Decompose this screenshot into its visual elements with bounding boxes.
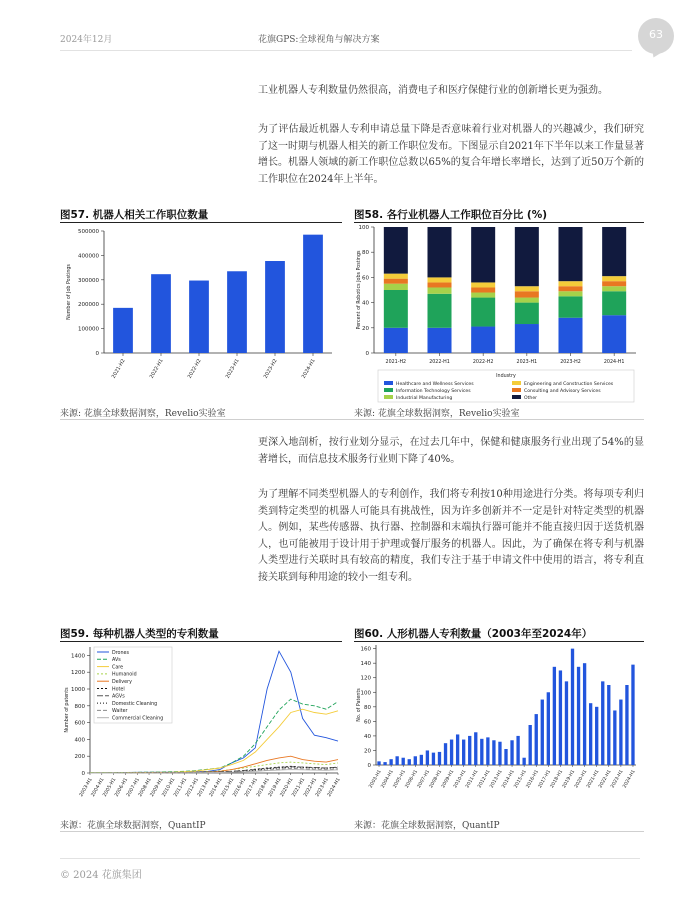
fig60-bar-2023-H2 [625,685,628,765]
fig60-ytick-label-4: 80 [364,704,371,711]
fig58-xtick-label-5: 2024-H1 [603,360,625,365]
fig59-xtick-label-11: 2014-H1 [209,777,224,798]
fig60-bar-2011-H2 [480,739,483,765]
fig58-bar-2022-H2-seg-1 [471,298,495,327]
paragraph-3: 更深入地剖析，按行业划分显示，在过去几年中，保健和健康服务行业出现了54%的显著增长，而信息技术服务行业则下降了40%。 [258,437,644,465]
fig60-source: 来源：花旗全球数据洞察，QuantIP [354,821,500,831]
fig58-bar-2022-H1-seg-3 [427,282,451,287]
fig60-bar-2021-H2 [601,681,604,765]
fig60-ytick-label-2: 40 [364,733,371,740]
fig58-bar-2023-H1-seg-4 [515,286,539,291]
fig60-xtick-label-8: 2011-H1 [465,769,480,790]
fig60-bar-2009-H2 [456,734,459,765]
fig60-bar-2009-H1 [450,740,453,765]
fig60-bar-2015-H2 [529,725,532,765]
fig58-bar-2023-H1-seg-3 [515,291,539,297]
fig59-xtick-label-9: 2012-H1 [185,777,201,798]
fig60-bar-2007-H1 [426,750,429,765]
fig60-xtick-label-17: 2020-H1 [574,769,589,790]
fig58-xtick-label-2: 2022-H2 [472,360,494,365]
fig60-title-rule [354,641,644,642]
fig60-xtick-label-0: 2003-H1 [368,769,383,790]
fig58-bar-2024-H1-seg-2 [602,286,626,291]
fig57-title-rule [60,222,342,223]
fig58-ytick-label-5: 100 [358,225,369,231]
fig57-xtick-label-2: 2022-H2 [186,358,203,380]
fig59-xtick-label-16: 2019-H1 [268,777,283,798]
fig59-legend-label-1: AVs [112,658,121,664]
fig57-ytick-label-0: 0 [95,351,99,357]
fig58-bar-2021-H2-seg-2 [384,284,408,290]
fig57-chart [60,225,342,403]
fig59-title-rule [60,641,342,642]
fig59-legend-label-0: Drones [112,650,129,656]
footer-divider [60,858,640,859]
footer-copyright: © 2024 花旗集团 [60,870,142,881]
page-number: 63 [649,28,663,41]
fig59-xtick-label-10: 2013-H1 [197,777,212,798]
fig58-bar-2021-H2-seg-0 [384,328,408,353]
fig60-bar-2013-H1 [498,742,501,765]
fig59-xtick-label-4: 2007-H1 [126,777,141,798]
fig57-xtick-label-3: 2023-H1 [224,358,241,380]
fig60-title: 图60. 人形机器人专利数量（2003年至2024年） [354,628,593,640]
fig60-ylabel: No. of Patents [357,688,362,722]
source-divider [60,419,644,420]
fig60-bar-2021-H1 [595,707,598,765]
fig60-xtick-label-16: 2019-H1 [562,769,577,790]
fig59-legend-box [94,647,172,723]
fig59-xtick-label-13: 2016-H1 [232,777,248,798]
fig60-xtick-label-11: 2014-H1 [501,769,516,790]
fig58-xtick-label-0: 2021-H2 [385,360,407,365]
fig60-bar-2007-H2 [432,753,435,765]
fig58-bar-2023-H1-seg-2 [515,298,539,303]
fig60-xtick-label-1: 2004-H1 [380,769,395,790]
fig57-bar-2022-H1 [151,274,171,353]
fig60-bar-2016-H1 [535,714,538,765]
fig58-title-rule [354,222,644,223]
fig60-ytick-label-5: 100 [360,690,371,697]
fig60-chart [354,643,644,813]
fig57-source: 来源: 花旗全球数据洞察，Revelio实验室 [60,409,226,419]
header-divider [60,50,632,51]
fig58-ytick-label-2: 40 [362,300,369,307]
fig57-title: 图57. 机器人相关工作职位数量 [60,209,209,221]
fig58-chart [354,225,644,403]
fig59-xtick-label-18: 2021-H1 [291,777,307,798]
fig60-xtick-label-18: 2021-H1 [586,769,601,790]
fig57-xtick-label-4: 2023-H2 [262,358,279,380]
fig60-xtick-label-4: 2007-H1 [416,769,432,790]
fig60-xtick-label-9: 2012-H1 [477,769,492,790]
fig60-bar-2017-H1 [547,692,550,765]
fig58-xtick-label-3: 2023-H1 [516,360,538,365]
fig58-bar-2022-H1-seg-2 [427,287,451,293]
fig60-bar-2006-H1 [414,756,417,765]
fig58-legend-swatch-2 [384,388,393,392]
fig60-bar-2018-H1 [559,670,562,765]
fig58-legend-label-5: Other [524,396,538,401]
fig59-ytick-label-7: 1400 [71,653,85,660]
fig58-bar-2023-H2-seg-4 [558,281,582,286]
fig58-bar-2023-H2-seg-0 [558,318,582,353]
fig59-xtick-label-3: 2006-H1 [114,777,130,798]
paragraph-2: 为了评估最近机器人专利申请总量下降是否意味着行业对机器人的兴趣减少，我们研究了这一时期与机器人相关的新工作职位发布。下图显示自2021年下半年以来工作量显著增长。机器人领域的新工作职位总数以65%的复合年增长率增长，达到了近50万个新的工作职位在2024年上半年。 [258,124,644,185]
fig60-bar-2019-H1 [571,649,574,765]
fig58-bar-2022-H2-seg-3 [471,287,495,292]
fig60-ytick-label-0: 0 [367,763,371,769]
fig59-ytick-label-0: 0 [81,771,85,777]
fig58-xtick-label-4: 2023-H2 [560,360,581,365]
fig59-xtick-label-5: 2008-H1 [138,777,153,798]
fig60-bar-2023-H1 [619,700,622,765]
fig58-bar-2022-H1-seg-5 [427,227,451,277]
fig58-legend-label-2: Information Technology Services [396,389,471,394]
fig57-bar-2021-H2 [113,308,133,353]
fig60-bar-2020-H2 [589,703,592,765]
fig60-bar-2003-H1 [377,761,380,765]
fig60-bar-2008-H1 [438,752,441,765]
fig58-bar-2024-H1-seg-4 [602,276,626,281]
fig60-bar-2004-H1 [389,759,392,765]
fig60-xtick-label-21: 2024-H1 [622,769,637,790]
fig57-bar-2023-H1 [227,271,247,353]
fig59-xtick-label-17: 2020-H1 [279,777,295,798]
source-divider-2 [60,831,644,832]
fig60-xtick-label-15: 2018-H1 [549,769,565,790]
fig57-xtick-label-5: 2024-H1 [300,358,317,380]
fig60-bar-2012-H2 [492,740,495,765]
fig57-bar-2024-H1 [303,235,323,353]
fig58-legend-label-0: Healthcare and Wellness Services [396,382,474,387]
fig60-bar-2010-H2 [468,736,471,765]
fig58-ytick-label-4: 80 [362,250,369,257]
fig57-ylabel: Number of Job Postings [67,264,72,320]
fig59-xtick-label-14: 2017-H1 [244,777,260,798]
fig59-legend-label-6: AGVs [112,694,125,700]
header-title: 花旗GPS:全球视角与解决方案 [258,35,380,45]
fig60-xtick-label-6: 2009-H1 [441,769,456,790]
fig60-bar-2012-H1 [486,737,489,765]
fig57-bar-2023-H2 [265,261,285,353]
fig58-legend-label-1: Engineering and Construction Services [524,382,614,387]
fig58-bar-2024-H1-seg-1 [602,291,626,315]
fig59-legend-label-5: Hotel [112,687,125,693]
fig60-bar-2020-H1 [583,663,586,765]
fig60-xtick-label-10: 2013-H1 [489,769,504,790]
fig58-bar-2021-H2-seg-1 [384,290,408,328]
fig59-xtick-label-21: 2024-H1 [327,777,342,798]
fig59-legend-label-3: Humanoid [112,672,137,678]
fig58-bar-2022-H2-seg-2 [471,293,495,298]
fig57-ytick-label-4: 400000 [78,253,99,260]
fig60-ytick-label-7: 140 [360,661,371,668]
paragraph-1: 工业机器人专利数量仍然很高，消费电子和医疗保健行业的创新增长更为强劲。 [258,85,608,96]
fig60-bar-2013-H2 [504,749,507,765]
fig59-legend-label-4: Delivery [112,680,132,685]
fig60-bar-2004-H2 [396,756,399,765]
fig59-ytick-label-1: 200 [74,754,85,761]
fig58-legend-swatch-1 [512,381,521,385]
fig58-legend-swatch-5 [512,395,521,399]
fig59-title: 图59. 每种机器人类型的专利数量 [60,628,219,640]
fig59-ytick-label-4: 800 [74,703,85,710]
fig60-xtick-label-20: 2023-H1 [610,769,625,790]
fig58-title: 图58. 各行业机器人工作职位百分比 (%) [354,209,548,221]
fig58-ytick-label-3: 60 [362,275,369,282]
fig60-bar-2019-H2 [577,667,580,765]
fig58-bar-2022-H1-seg-4 [427,277,451,282]
fig59-xtick-label-15: 2018-H1 [256,777,271,798]
fig60-xtick-label-2: 2005-H1 [392,769,407,790]
fig58-bar-2022-H1-seg-1 [427,294,451,328]
fig58-bar-2023-H2-seg-5 [558,227,582,281]
fig58-legend-swatch-0 [384,381,393,385]
fig59-ytick-label-5: 1000 [71,687,85,693]
fig58-legend-title: Industry [496,374,516,379]
fig58-bar-2021-H2-seg-3 [384,279,408,284]
fig60-bar-2022-H2 [613,710,616,765]
fig58-bar-2024-H1-seg-3 [602,281,626,286]
fig58-bar-2021-H2-seg-5 [384,227,408,274]
fig60-bar-2010-H1 [462,740,465,765]
fig57-xtick-label-1: 2022-H1 [148,358,165,380]
fig58-bar-2021-H2-seg-4 [384,274,408,279]
fig59-xtick-label-6: 2009-H1 [149,777,165,798]
fig60-xtick-label-19: 2022-H1 [598,769,613,790]
fig57-ytick-label-5: 500000 [78,229,99,235]
fig60-ytick-label-3: 60 [364,719,371,726]
fig57-ytick-label-3: 300000 [78,277,99,284]
fig58-bar-2024-H1-seg-5 [602,227,626,276]
fig60-ytick-label-1: 20 [364,748,371,755]
fig60-bar-2014-H1 [510,740,513,765]
fig60-bar-2017-H2 [553,667,556,765]
fig57-bar-2022-H2 [189,281,209,353]
fig59-xtick-label-20: 2023-H1 [315,777,330,798]
fig58-bar-2022-H2-seg-4 [471,282,495,287]
fig58-legend-swatch-4 [384,395,393,399]
fig59-xtick-label-1: 2004-H1 [90,777,106,798]
fig59-ytick-label-6: 1200 [71,670,85,677]
fig58-bar-2023-H1-seg-0 [515,324,539,353]
fig58-ylabel: Percent of Robotics Jobs Postings [357,250,362,330]
fig58-legend-label-4: Industrial Manufacturing [396,396,453,401]
fig57-xtick-label-0: 2021-H2 [110,358,127,380]
fig58-bar-2022-H1-seg-0 [427,328,451,353]
fig59-xtick-label-19: 2022-H1 [303,777,319,798]
header-date: 2024年12月 [60,35,113,45]
fig59-ylabel: Number of patents [65,687,70,733]
fig58-bar-2024-H1-seg-0 [602,315,626,353]
fig60-bar-2011-H1 [474,732,477,765]
fig58-source: 来源: 花旗全球数据洞察，Revelio实验室 [354,409,520,419]
fig60-bar-2016-H2 [541,700,544,765]
fig60-xtick-label-7: 2010-H1 [453,769,468,790]
fig60-bar-2015-H1 [522,758,525,765]
fig60-bar-2014-H2 [516,736,519,765]
fig60-xtick-label-13: 2016-H1 [525,769,540,790]
fig60-xtick-label-5: 2008-H1 [429,769,444,790]
fig59-chart [60,643,342,813]
fig57-ytick-label-2: 200000 [78,302,99,309]
fig58-xtick-label-1: 2022-H1 [429,360,450,365]
fig60-bar-2024-H1 [631,665,634,765]
fig59-xtick-label-12: 2015-H1 [220,777,236,798]
fig60-bar-2008-H2 [444,743,447,765]
fig60-bar-2018-H2 [565,681,568,765]
fig59-ytick-label-2: 400 [74,737,85,744]
fig57-ytick-label-1: 100000 [78,326,99,333]
fig58-bar-2022-H2-seg-5 [471,227,495,282]
fig60-bar-2006-H2 [420,755,423,765]
fig58-bar-2023-H1-seg-5 [515,227,539,286]
fig59-legend-label-9: Commercial Cleaning [112,716,164,722]
fig60-bar-2003-H2 [383,762,386,765]
fig59-legend-label-7: Domestic Cleaning [112,701,158,707]
fig59-ytick-label-3: 600 [74,720,85,727]
fig58-bar-2023-H2-seg-1 [558,296,582,317]
fig59-xtick-label-8: 2011-H1 [173,777,189,798]
fig60-xtick-label-12: 2015-H1 [513,769,528,790]
fig58-ytick-label-0: 0 [365,351,369,357]
fig58-legend-label-3: Consulting and Advisory Services [524,389,601,394]
fig58-ytick-label-1: 20 [362,325,369,332]
fig59-source: 来源：花旗全球数据洞察，QuantIP [60,821,206,831]
fig59-legend-label-8: Waiter [112,709,128,715]
fig58-bar-2022-H2-seg-0 [471,327,495,353]
fig59-xtick-label-2: 2005-H1 [102,777,118,798]
fig58-legend-swatch-3 [512,388,521,392]
fig60-bar-2005-H1 [402,758,405,765]
fig59-xtick-label-0: 2003-H1 [79,777,94,798]
fig60-bar-2022-H1 [607,685,610,765]
fig60-ytick-label-6: 120 [360,675,371,682]
fig59-legend-label-2: Care [112,665,124,671]
fig60-ytick-label-8: 160 [360,646,371,653]
fig60-bar-2005-H2 [408,759,411,765]
fig59-xtick-label-7: 2010-H1 [161,777,177,798]
fig58-bar-2023-H1-seg-1 [515,303,539,324]
fig60-xtick-label-3: 2006-H1 [404,769,420,790]
paragraph-4: 为了理解不同类型机器人的专利创作，我们将专利按10种用途进行分类。将每项专利归类到特定类型的机器人可能具有挑战性，因为许多创新并不一定是针对特定类型的机器人。例如，某些传感器、执行器、控制器和末端执行器可能并不能直接归因于送货机器人，也可能被用于设计用于护理或餐厅服务的机器人。因此，为了确保在将专利与机器人类型进行关联时具有较高的精度，我们专注于基于申请文件中使用的语言，将专利直接关联到每种用途的较小一组专利。 [258,489,644,583]
fig60-xtick-label-14: 2017-H1 [537,769,553,790]
fig58-bar-2023-H2-seg-2 [558,291,582,296]
fig58-bar-2023-H2-seg-3 [558,286,582,291]
